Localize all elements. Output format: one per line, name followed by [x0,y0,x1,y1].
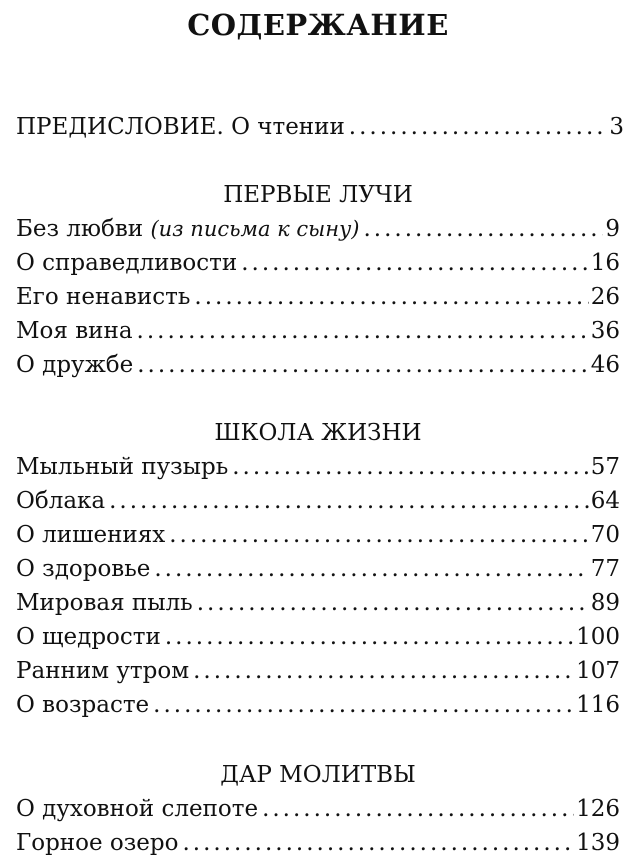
entry-label: О духовной слепоте [16,796,259,822]
entry-label: Моя вина [16,318,133,344]
entry-label: ПРЕДИСЛОВИЕ. О чтении [16,114,345,140]
dot-leader [109,488,589,514]
entry-page-number: 36 [590,318,620,344]
entry-page-number: 3 [609,114,624,140]
toc-entry[interactable] [16,488,620,518]
entry-page-number: 139 [576,830,620,856]
toc-entry[interactable] [16,658,620,688]
toc-entry[interactable] [16,796,620,826]
entry-page-number: 89 [590,590,620,616]
dot-leader [349,114,608,140]
entry-page-number: 9 [605,216,620,242]
dot-leader [137,318,589,344]
entry-label: Его ненависть [16,284,191,310]
entry-label: Горное озеро [16,830,179,856]
toc-entry[interactable] [16,692,620,722]
toc-entry[interactable] [16,590,620,620]
entry-page-number: 126 [576,796,620,822]
dot-leader [197,590,589,616]
toc-entry[interactable] [16,556,620,586]
toc-entry[interactable] [16,454,620,484]
dot-leader [154,556,588,582]
toc-entry[interactable] [16,318,620,348]
entry-label: О дружбе [16,352,134,378]
entry-label: О справедливости [16,250,238,276]
entry-note: (из письма к сыну) [150,217,360,241]
entry-label: О лишениях [16,522,166,548]
section-heading: ДАР МОЛИТВЫ [220,762,416,788]
entry-label: О щедрости [16,624,161,650]
section-heading: ПЕРВЫЕ ЛУЧИ [223,182,413,208]
toc-entry[interactable] [16,830,620,860]
toc-entry[interactable] [16,216,620,246]
entry-label: Без любви (из письма к сыну) [16,216,360,242]
toc-entry[interactable] [16,352,620,382]
entry-page-number: 46 [590,352,620,378]
dot-leader [137,352,589,378]
entry-page-number: 116 [576,692,620,718]
entry-page-number: 70 [590,522,620,548]
page-title: СОДЕРЖАНИЕ [187,8,449,42]
dot-leader [165,624,574,650]
entry-page-number: 16 [590,250,620,276]
entry-page-number: 100 [576,624,620,650]
dot-leader [232,454,588,480]
dot-leader [262,796,574,822]
dot-leader [193,658,574,684]
toc-entry[interactable] [16,522,620,552]
entry-page-number: 107 [576,658,620,684]
entry-label: Мировая пыль [16,590,193,616]
entry-page-number: 77 [590,556,620,582]
dot-leader [169,522,588,548]
dot-leader [241,250,589,276]
entry-label: О здоровье [16,556,151,582]
entry-page-number: 57 [590,454,620,480]
dot-leader [363,216,603,242]
dot-leader [182,830,574,856]
toc-entry-preface[interactable] [16,114,624,144]
entry-label: Ранним утром [16,658,190,684]
entry-label: Облака [16,488,106,514]
dot-leader [194,284,588,310]
entry-label: Мыльный пузырь [16,454,229,480]
section-heading: ШКОЛА ЖИЗНИ [214,420,422,446]
entry-page-number: 26 [590,284,620,310]
toc-entry[interactable] [16,250,620,280]
dot-leader [153,692,574,718]
entry-label: О возрасте [16,692,150,718]
toc-entry[interactable] [16,284,620,314]
toc-entry[interactable] [16,624,620,654]
entry-page-number: 64 [590,488,620,514]
